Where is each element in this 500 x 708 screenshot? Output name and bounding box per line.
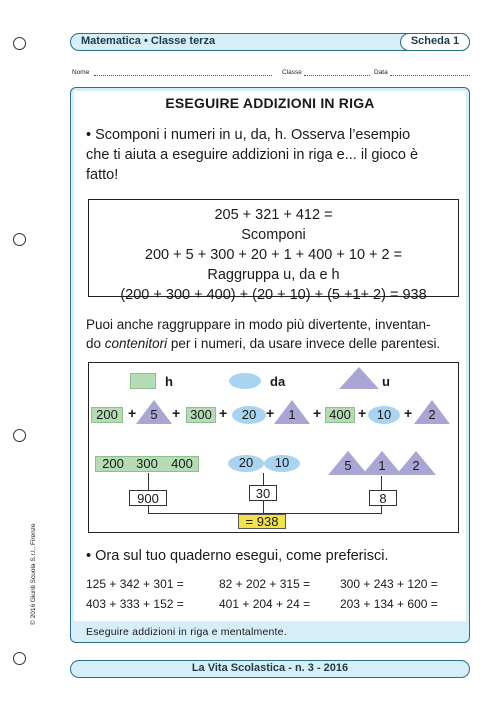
connector-line <box>148 473 149 490</box>
legend-triangle-shape <box>339 367 379 389</box>
class-label: Classe <box>282 69 302 76</box>
exercise: 403 + 333 + 152 = <box>86 597 184 611</box>
exercise: 203 + 134 + 600 = <box>340 597 438 611</box>
row-number-200: 200 <box>96 407 118 422</box>
task-text: • Ora sul tuo quaderno esegui, come preferisci. <box>86 548 389 564</box>
connector-line <box>381 476 382 490</box>
legend-oval-shape <box>229 373 261 389</box>
plus-sign: + <box>313 405 322 421</box>
binder-hole-1 <box>13 37 26 50</box>
content-area <box>74 91 466 621</box>
intro-line-2: che ti aiuta a eseguire addizioni in riga e... il gioco è <box>86 147 419 163</box>
date-label: Data <box>374 69 388 76</box>
class-line[interactable] <box>304 75 370 76</box>
u-sum-box: 8 <box>369 490 397 506</box>
row-number-10: 10 <box>376 407 392 422</box>
footer-bar: La Vita Scolastica - n. 3 - 2016 <box>70 660 470 678</box>
legend-u-label: u <box>382 374 390 389</box>
row-number-5: 5 <box>150 407 158 422</box>
group-da-10: 10 <box>274 455 290 470</box>
exercise: 300 + 243 + 120 = <box>340 577 438 591</box>
legend-square-shape <box>130 373 156 389</box>
connector-line <box>263 473 264 485</box>
connector-line <box>263 501 264 513</box>
group-h-200: 200 <box>102 456 124 471</box>
copyright-note: © 2016 Giunti Scuola S.r.l., Firenze <box>30 523 37 625</box>
binder-hole-2 <box>13 233 26 246</box>
row-number-2: 2 <box>428 407 436 422</box>
example-line-2: Scomponi <box>241 227 306 243</box>
group-u-1: 1 <box>378 458 386 473</box>
row-number-1: 1 <box>288 407 296 422</box>
containers-paragraph <box>86 315 466 353</box>
group-u-2: 2 <box>412 458 420 473</box>
name-line[interactable] <box>94 75 272 76</box>
plus-sign: + <box>128 405 137 421</box>
example-line-5: (200 + 300 + 400) + (20 + 10) + (5 +1+ 2) = 938 <box>120 287 427 303</box>
intro-line-3: fatto! <box>86 167 119 183</box>
row-number-300: 300 <box>190 407 212 422</box>
para2-line-2: do contenitori per i numeri, da usare invece delle parentesi. <box>86 336 441 351</box>
group-da-20: 20 <box>238 455 254 470</box>
plus-sign: + <box>266 405 275 421</box>
example-line-3: 200 + 5 + 300 + 20 + 1 + 400 + 10 + 2 = <box>144 247 403 263</box>
date-line[interactable] <box>390 75 470 76</box>
plus-sign: + <box>358 405 367 421</box>
legend-da-label: da <box>270 374 286 389</box>
example-box <box>88 199 459 303</box>
legend-h-label: h <box>165 374 173 389</box>
exercise: 401 + 204 + 24 = <box>219 597 311 611</box>
example-line-1: 205 + 321 + 412 = <box>214 207 333 223</box>
group-u-5: 5 <box>344 458 352 473</box>
name-label: Nome <box>72 69 90 76</box>
exercise: 125 + 342 + 301 = <box>86 577 184 591</box>
binder-hole-4 <box>13 652 26 665</box>
da-sum-box: 30 <box>249 485 277 501</box>
example-line-4: Raggruppa u, da e h <box>207 267 340 283</box>
para2-line-1: Puoi anche raggruppare in modo più divertente, inventan- <box>86 317 431 332</box>
plus-sign: + <box>219 405 228 421</box>
header-bar <box>70 33 470 51</box>
plus-sign: + <box>172 405 181 421</box>
plus-sign: + <box>404 405 413 421</box>
binder-hole-3 <box>13 429 26 442</box>
row-number-400: 400 <box>329 407 351 422</box>
exercise: 82 + 202 + 315 = <box>219 577 311 591</box>
group-h-400: 400 <box>171 456 193 471</box>
sheet-title: ESEGUIRE ADDIZIONI IN RIGA <box>165 95 375 111</box>
sheet-tag: Scheda 1 <box>400 33 470 51</box>
learning-objective: Eseguire addizioni in riga e mentalmente. <box>86 626 287 638</box>
h-sum-box: 900 <box>129 490 167 506</box>
containers-word: contenitori <box>104 336 168 351</box>
row-number-20: 20 <box>241 407 257 422</box>
group-h-300: 300 <box>136 456 158 471</box>
intro-line-1: • Scomponi i numeri in u, da, h. Osserva l’esempio <box>86 127 411 143</box>
subject-label: Matematica • Classe terza <box>81 35 216 47</box>
total-box: = 938 <box>238 514 286 529</box>
